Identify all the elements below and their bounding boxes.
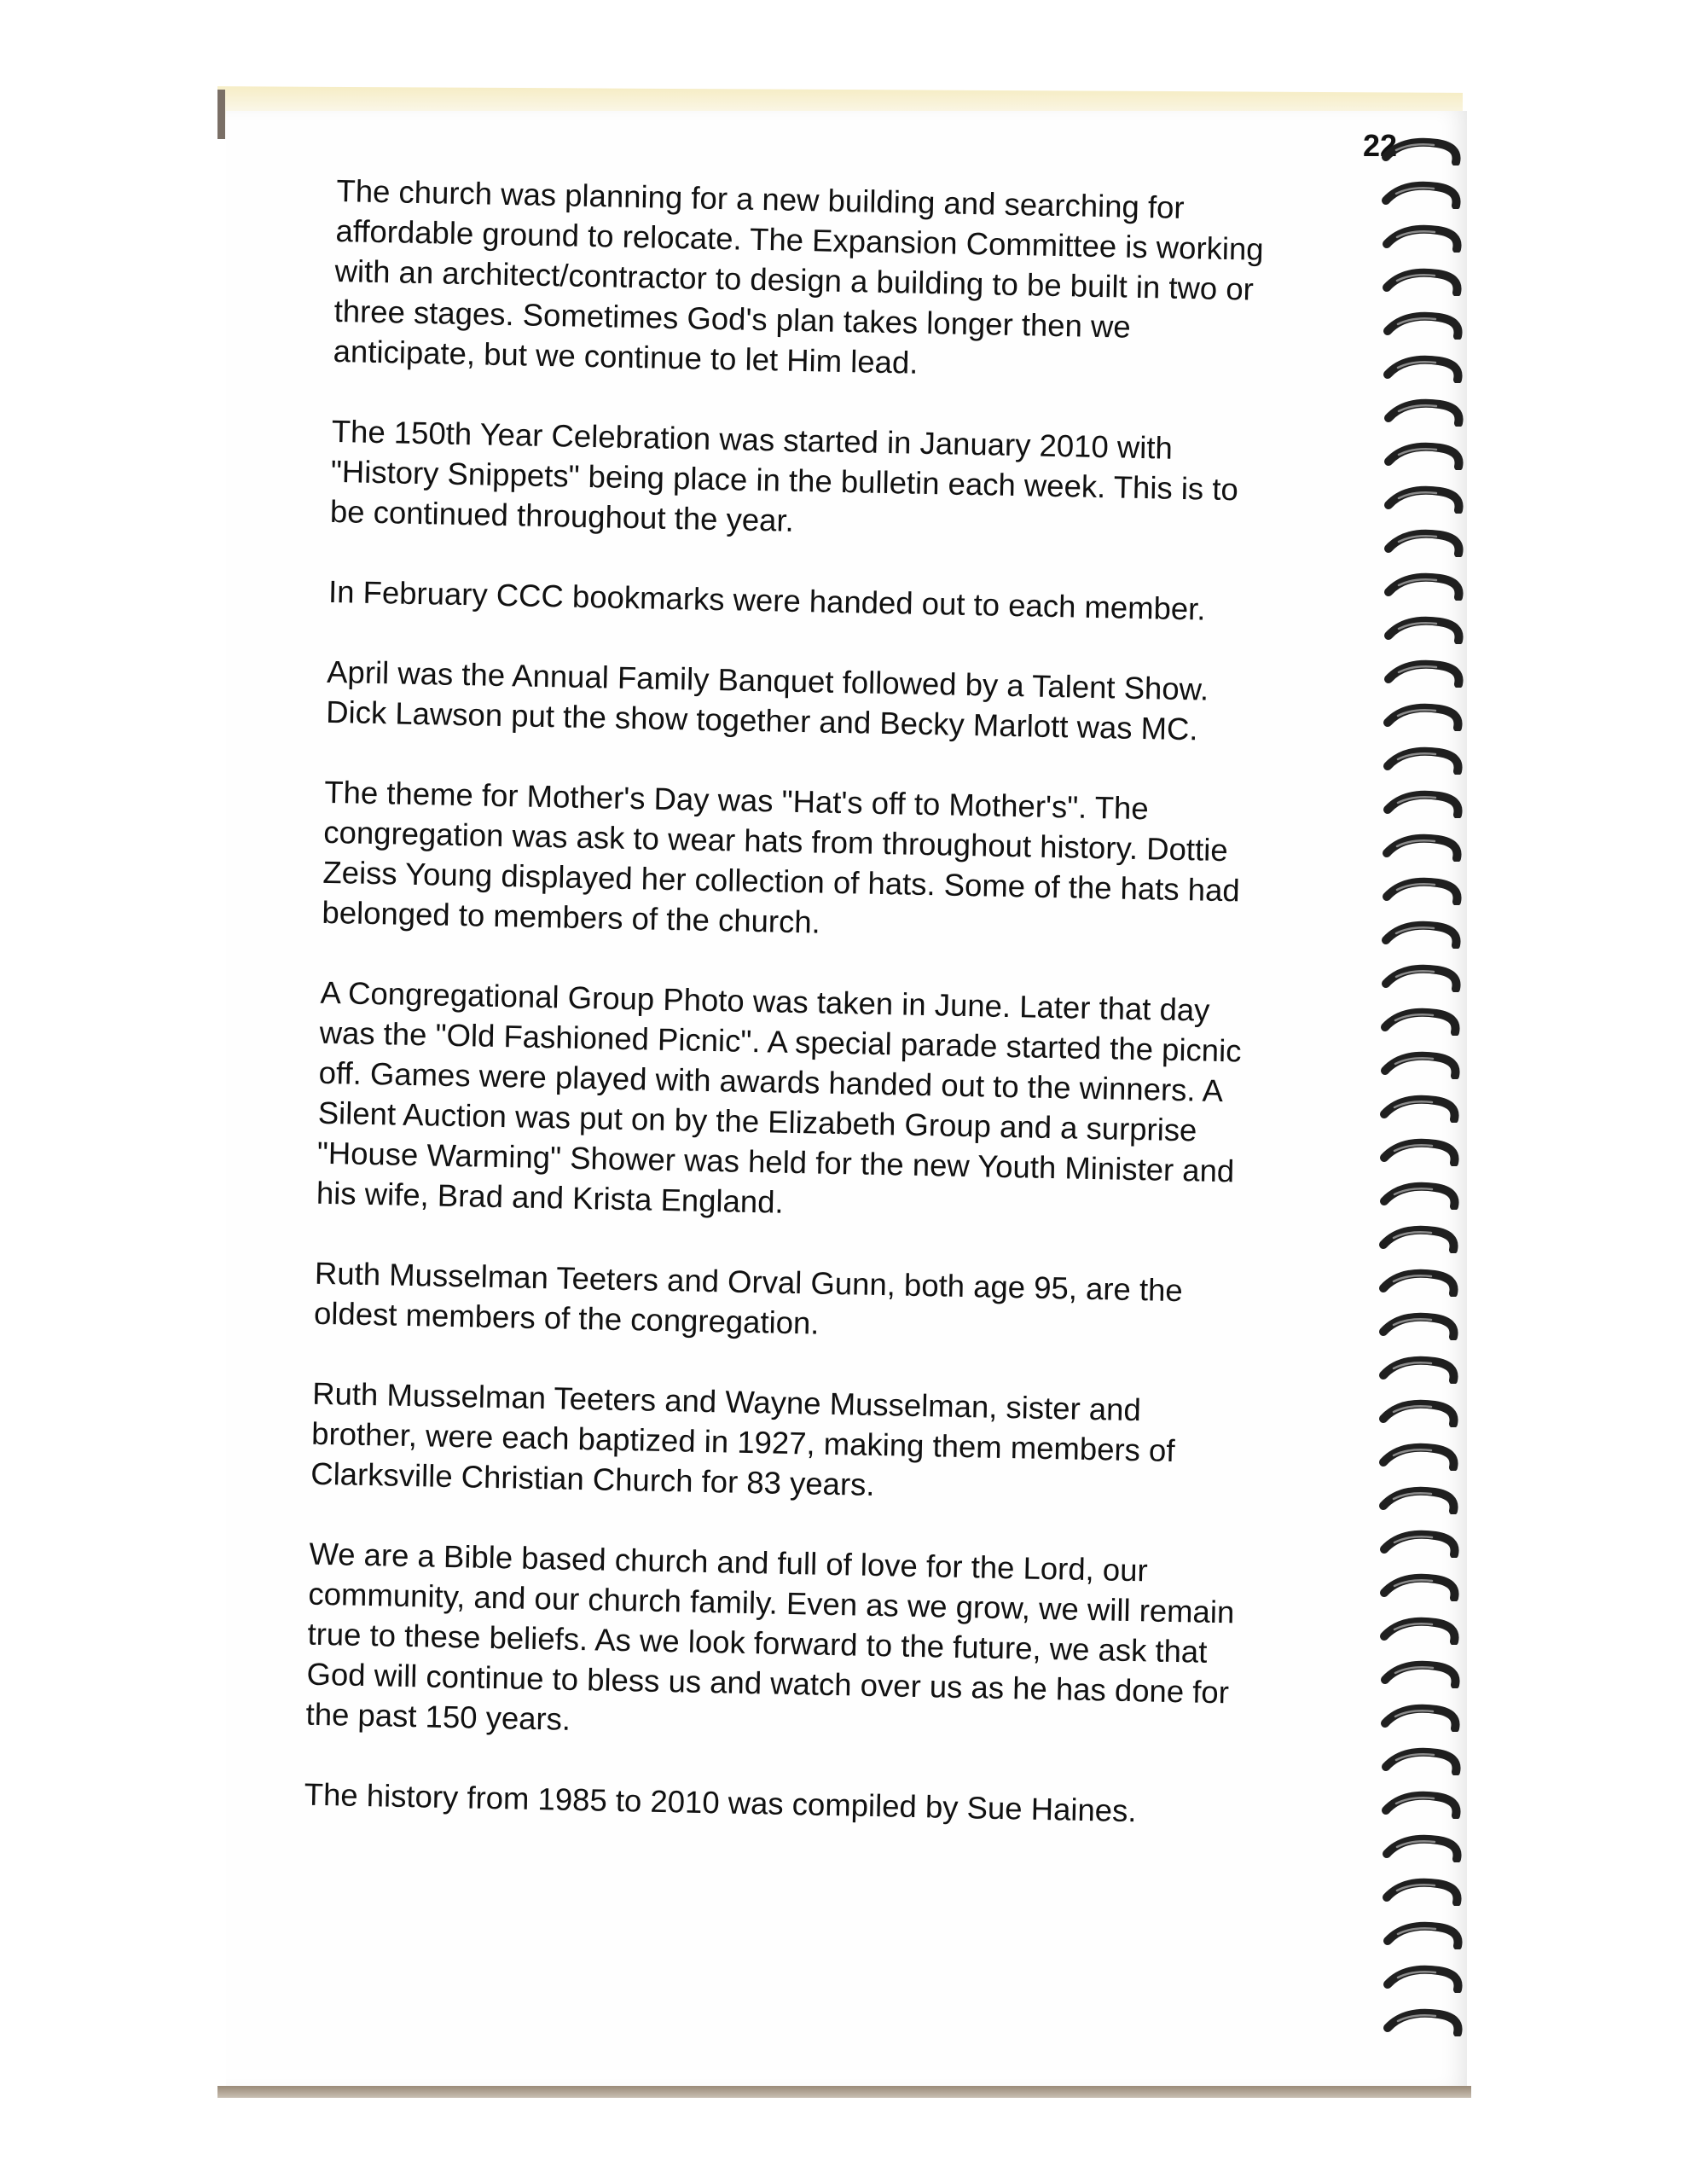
spiral-coil-icon xyxy=(1377,1833,1471,1862)
spiral-coil-icon xyxy=(1377,1877,1471,1906)
paragraph-bible-based: We are a Bible based church and full of love for the Lord, our community, and our church family. Even as we grow, we will remain true to these beliefs. As we look forward to the future, we ask that God will continue to bless us and watch over us as he has done for the past 150 years. xyxy=(305,1536,1235,1737)
spiral-coil-icon xyxy=(1377,1746,1471,1775)
spiral-coil-icon xyxy=(1377,789,1471,818)
spiral-coil-icon xyxy=(1377,1529,1471,1558)
spiral-coil-icon xyxy=(1377,1355,1471,1384)
spiral-coil-icon xyxy=(1377,1572,1471,1601)
spiral-coil-icon xyxy=(1377,485,1471,514)
spiral-coil-icon xyxy=(1377,963,1471,992)
spiral-coil-icon xyxy=(1377,1311,1471,1340)
paragraph-mothers-day: The theme for Mother's Day was "Hat's off to Mother's". The congregation was ask to wear hats from throughout history. Dottie Zeiss Young displayed her collection of hats. Some of the hats had belonged to members of the church. xyxy=(322,774,1241,940)
spiral-coil-icon xyxy=(1377,1137,1471,1166)
spiral-coil-icon xyxy=(1377,572,1471,601)
spiral-coil-icon xyxy=(1377,702,1471,731)
spiral-coil-icon xyxy=(1377,1920,1471,1949)
spiral-coil-icon xyxy=(1377,615,1471,644)
spiral-coil-icon xyxy=(1377,398,1471,427)
spiral-coil-icon xyxy=(1377,1485,1471,1514)
spiral-coil-icon xyxy=(1377,1094,1471,1123)
spiral-coil-icon xyxy=(1377,1442,1471,1471)
spiral-coil-icon xyxy=(1377,311,1471,340)
paragraph-bookmarks: In February CCC bookmarks were handed out to each member. xyxy=(328,573,1206,627)
spiral-coil-icon xyxy=(1377,224,1471,253)
paragraph-150th-celebration: The 150th Year Celebration was started in January 2010 with "History Snippets" being place in the bulletin each week. This is to be continued throughout the year. xyxy=(329,413,1239,538)
spiral-coil-icon xyxy=(1377,180,1471,209)
spiral-coil-icon xyxy=(1377,1268,1471,1297)
spiral-coil-icon xyxy=(1377,1659,1471,1688)
page-number: 22 xyxy=(1363,128,1398,163)
spiral-coil-icon xyxy=(1377,876,1471,905)
spiral-binding xyxy=(1377,136,1475,2073)
paragraph-baptized-1927: Ruth Musselman Teeters and Wayne Musselman, sister and brother, were each baptized in 1927, making them members of Clarksville Christian Church for 83 years. xyxy=(310,1375,1175,1502)
spiral-coil-icon xyxy=(1377,1790,1471,1819)
paragraph-oldest-members: Ruth Musselman Teeters and Orval Gunn, both age 95, are the oldest members of the congregation. xyxy=(313,1255,1184,1341)
spiral-coil-icon xyxy=(1377,1398,1471,1427)
spiral-coil-icon xyxy=(1377,833,1471,862)
spiral-coil-icon xyxy=(1377,136,1471,166)
spiral-coil-icon xyxy=(1377,354,1471,383)
page-bottom-shadow xyxy=(217,2086,1471,2098)
spiral-coil-icon xyxy=(1377,1007,1471,1036)
spiral-coil-icon xyxy=(1377,1181,1471,1210)
paragraph-new-building: The church was planning for a new building and searching for affordable ground to relocate. The Expansion Committee is working with an architect/contractor to design a building to be built in two or three stages. Sometimes God's plan takes longer then we anticipate, but we continue to let Him lead. xyxy=(333,172,1264,380)
spiral-coil-icon xyxy=(1377,920,1471,949)
spiral-coil-icon xyxy=(1377,1616,1471,1645)
spiral-coil-icon xyxy=(1377,659,1471,688)
paragraph-group-photo-picnic: A Congregational Group Photo was taken in June. Later that day was the "Old Fashioned Picnic". A special parade started the picnic off. Games were played with awards handed out to the winners. A Silent Auction was put on by the Elizabeth Group and a surprise "House Warming" Shower was held for the new Youth Minister and his wife, Brad and Krista England. xyxy=(316,974,1242,1220)
spiral-coil-icon xyxy=(1377,746,1471,775)
paragraph-family-banquet: April was the Annual Family Banquet followed by a Talent Show. Dick Lawson put the show together and Becky Marlott was MC. xyxy=(325,653,1209,747)
page-edge-mark xyxy=(217,90,225,139)
spiral-coil-icon xyxy=(1377,2007,1471,2036)
spiral-coil-icon xyxy=(1377,1050,1471,1079)
paragraph-compiled-by: The history from 1985 to 2010 was compiled by Sue Haines. xyxy=(304,1776,1137,1829)
spiral-coil-icon xyxy=(1377,1703,1471,1732)
page-text xyxy=(303,171,1419,1876)
spiral-coil-icon xyxy=(1377,441,1471,470)
spiral-coil-icon xyxy=(1377,267,1471,296)
spiral-coil-icon xyxy=(1377,1964,1471,1993)
spiral-coil-icon xyxy=(1377,1224,1471,1253)
spiral-coil-icon xyxy=(1377,528,1471,557)
